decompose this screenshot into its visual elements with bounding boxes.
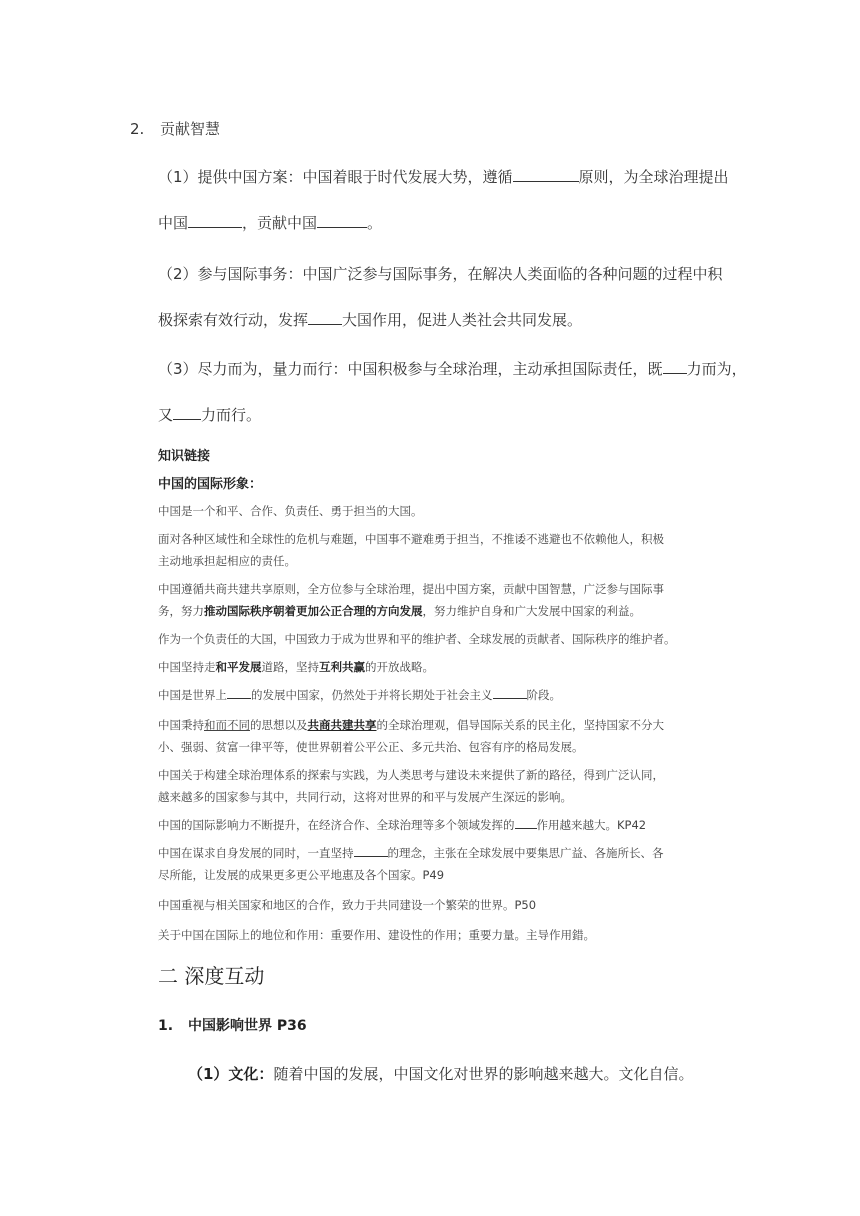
knowledge-line: 尽所能，让发展的成果更多更公平地惠及各个国家。P49: [158, 868, 445, 882]
text: 的发展中国家，仍然处于并将长期处于社会主义: [251, 688, 493, 702]
heading-number: 2.: [130, 120, 145, 138]
fill-blank: [493, 686, 527, 699]
text: 务，努力: [158, 604, 204, 618]
knowledge-line: 作为一个负责任的大国，中国致力于成为世界和平的维护者、全球发展的贡献者、国际秩序的维护者。: [158, 632, 676, 646]
para-2-line-1: [158, 264, 723, 284]
fill-blank: [227, 686, 251, 699]
subsection-item: [188, 1063, 693, 1084]
subsection-number: 1.: [158, 1018, 174, 1034]
knowledge-line: [158, 601, 641, 622]
knowledge-line: 面对各种区域性和全球性的危机与难题，中国事不避难勇于担当，不推诿不逃避也不依赖他人，积极: [158, 532, 664, 546]
para-text: 又: [158, 406, 174, 424]
para-3-line-1: [158, 359, 747, 379]
para-text: （3）尽力而为，量力而行：中国积极参与全球治理，主动承担国际责任，既: [158, 360, 663, 378]
bold-text: 互利共赢: [319, 660, 365, 674]
para-text: ，贡献中国: [242, 214, 318, 232]
para-text: （2）参与国际事务：中国广泛参与国际事务，在解决人类面临的各种问题的过程中积: [158, 265, 723, 283]
text: 中国秉持: [158, 718, 204, 732]
knowledge-line: 越来越多的国家参与其中，共同行动，这将对世界的和平与发展产生深远的影响。: [158, 790, 572, 804]
fill-blank: [354, 844, 388, 857]
para-text: 极探索有效行动，发挥: [158, 311, 309, 329]
text: 的思想以及: [250, 718, 308, 732]
knowledge-line: [158, 715, 664, 736]
para-text: （1）提供中国方案：中国着眼于时代发展大势，遵循: [158, 168, 513, 186]
text: 阶段。: [526, 688, 561, 702]
knowledge-link-title: 知识链接: [158, 449, 211, 464]
bold-text: 和平发展: [215, 660, 262, 674]
knowledge-line: 中国重视与相关国家和地区的合作，致力于共同建设一个繁荣的世界。P50: [158, 898, 537, 912]
text: ，努力维护自身和广大发展中国家的利益。: [422, 604, 641, 618]
item-text: 随着中国的发展，中国文化对世界的影响越来越大。文化自信。: [273, 1065, 694, 1083]
fill-blank: [513, 167, 579, 182]
text: 的开放战略。: [365, 660, 434, 674]
item-label: （1）文化：: [188, 1065, 274, 1083]
knowledge-line: [158, 815, 646, 836]
fill-blank: [515, 816, 537, 829]
text: 中国坚持走: [158, 660, 216, 674]
subsection-heading: [158, 1015, 307, 1035]
para-text: 中国: [158, 214, 189, 232]
para-text: 。: [367, 214, 383, 232]
para-3-line-2: [158, 405, 261, 425]
fill-blank: [663, 359, 687, 374]
text: 的理念，主张在全球发展中要集思广益、各施所长、各: [387, 846, 664, 860]
heading-title: 贡献智慧: [160, 120, 221, 138]
knowledge-line: 小、强弱、贫富一律平等，使世界朝着公平公正、多元共治、包容有序的格局发展。: [158, 740, 584, 754]
knowledge-subtitle: 中国的国际形象：: [158, 477, 263, 492]
para-text: 大国作用，促进人类社会共同发展。: [342, 311, 583, 329]
knowledge-line: 中国遵循共商共建共享原则，全方位参与全球治理，提出中国方案，贡献中国智慧，广泛参与国际事: [158, 582, 664, 596]
fill-blank: [308, 310, 342, 325]
subsection-title: 中国影响世界 P36: [188, 1018, 307, 1034]
para-text: 力而行。: [201, 406, 262, 424]
para-1-line-1: [158, 167, 729, 187]
fill-blank: [317, 213, 367, 228]
text: 的全球治理观，倡导国际关系的民主化，坚持国家不分大: [376, 718, 664, 732]
knowledge-line: 中国是一个和平、合作、负责任、勇于担当的大国。: [158, 504, 423, 518]
para-text: 原则，为全球治理提出: [578, 168, 729, 186]
knowledge-line: 中国关于构建全球治理体系的探索与实践，为人类思考与建设未来提供了新的路径，得到广泛认同，: [158, 768, 664, 782]
heading-contribute-wisdom: [130, 118, 220, 139]
para-text: 力而为，: [686, 360, 747, 378]
section-title: 二 深度互动: [158, 964, 265, 988]
knowledge-line: 关于中国在国际上的地位和作用：重要作用、建设性的作用；重要力量。主导作用錯。: [158, 928, 595, 942]
bold-underlined-text: 共商共建共享: [307, 718, 377, 732]
text: 中国的国际影响力不断提升，在经济合作、全球治理等多个领域发挥的: [158, 818, 515, 832]
underlined-text: 和而不同: [204, 718, 250, 732]
fill-blank: [173, 405, 201, 420]
para-1-line-2: [158, 213, 382, 233]
knowledge-line: 主动地承担起相应的责任。: [158, 554, 296, 568]
text: 中国是世界上: [158, 688, 227, 702]
para-2-line-2: [158, 310, 582, 330]
text: 道路，坚持: [261, 660, 319, 674]
text: 中国在谋求自身发展的同时，一直坚持: [158, 846, 354, 860]
bold-text: 推动国际秩序朝着更加公正合理的方向发展: [204, 604, 423, 618]
fill-blank: [188, 213, 242, 228]
knowledge-line: [158, 685, 561, 706]
knowledge-line: [158, 843, 664, 864]
knowledge-line: [158, 657, 434, 678]
text: 作用越来越大。KP42: [536, 818, 647, 832]
